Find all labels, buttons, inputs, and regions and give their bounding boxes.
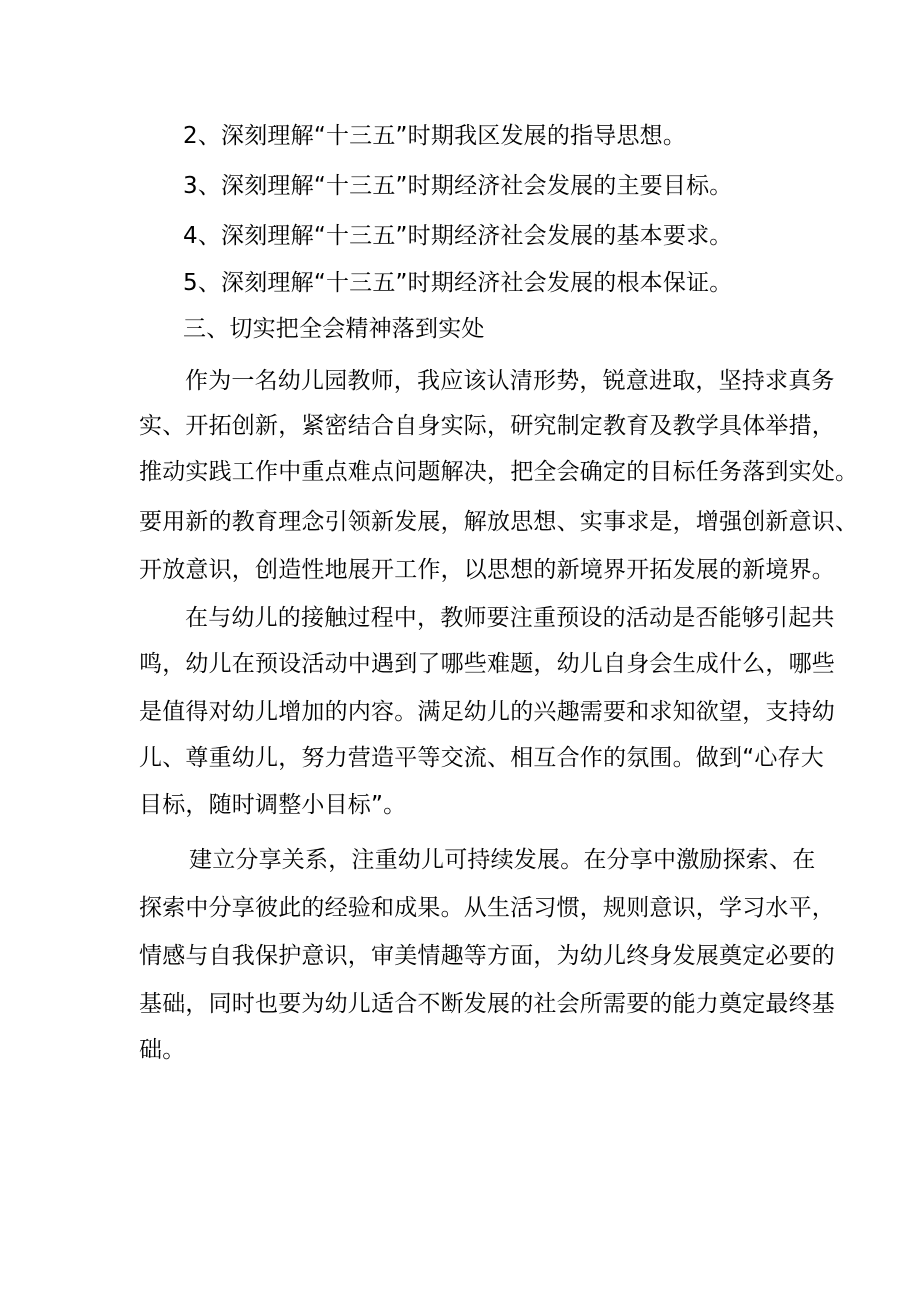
paragraph-3-line-2: 探索中分享彼此的经验和成果。从生活习惯，规则意识，学习水平， bbox=[139, 895, 835, 921]
list-item-4: 4、深刻理解“十三五”时期经济社会发展的基本要求。 bbox=[183, 223, 733, 249]
paragraph-3-line-3: 情感与自我保护意识，审美情趣等方面，为幼儿终身发展奠定必要的 bbox=[139, 943, 835, 969]
paragraph-3-line-1: 建立分享关系，注重幼儿可持续发展。在分享中激励探索、在 bbox=[189, 847, 816, 873]
paragraph-2-line-4: 儿、尊重幼儿，努力营造平等交流、相互合作的氛围。做到“心存大 bbox=[139, 745, 824, 771]
paragraph-1-line-1: 作为一名幼儿园教师，我应该认清形势，锐意进取，坚持求真务 bbox=[185, 368, 835, 394]
paragraph-2-line-2: 鸣，幼儿在预设活动中遇到了哪些难题，幼儿自身会生成什么，哪些 bbox=[139, 651, 835, 677]
paragraph-1-line-5: 开放意识，创造性地展开工作，以思想的新境界开拓发展的新境界。 bbox=[139, 557, 835, 583]
list-item-5: 5、深刻理解“十三五”时期经济社会发展的根本保证。 bbox=[183, 270, 733, 296]
section-heading: 三、切实把全会精神落到实处 bbox=[183, 316, 485, 342]
paragraph-3-line-4: 基础，同时也要为幼儿适合不断发展的社会所需要的能力奠定最终基 bbox=[139, 991, 835, 1017]
paragraph-1-line-2: 实、开拓创新，紧密结合自身实际，研究制定教育及教学具体举措， bbox=[139, 413, 835, 439]
paragraph-2-line-1: 在与幼儿的接触过程中，教师要注重预设的活动是否能够引起共 bbox=[185, 605, 835, 631]
paragraph-1-line-3: 推动实践工作中重点难点问题解决，把全会确定的目标任务落到实处。 bbox=[139, 459, 859, 485]
paragraph-2-line-3: 是值得对幼儿增加的内容。满足幼儿的兴趣需要和求知欲望，支持幼 bbox=[139, 699, 835, 725]
paragraph-1-line-4: 要用新的教育理念引领新发展，解放思想、实事求是，增强创新意识、 bbox=[139, 509, 859, 535]
paragraph-3-line-5: 础。 bbox=[139, 1037, 186, 1063]
list-item-2: 2、深刻理解“十三五”时期我区发展的指导思想。 bbox=[183, 123, 687, 149]
list-item-3: 3、深刻理解“十三五”时期经济社会发展的主要目标。 bbox=[183, 173, 733, 199]
paragraph-2-line-5: 目标，随时调整小目标”。 bbox=[139, 792, 407, 818]
